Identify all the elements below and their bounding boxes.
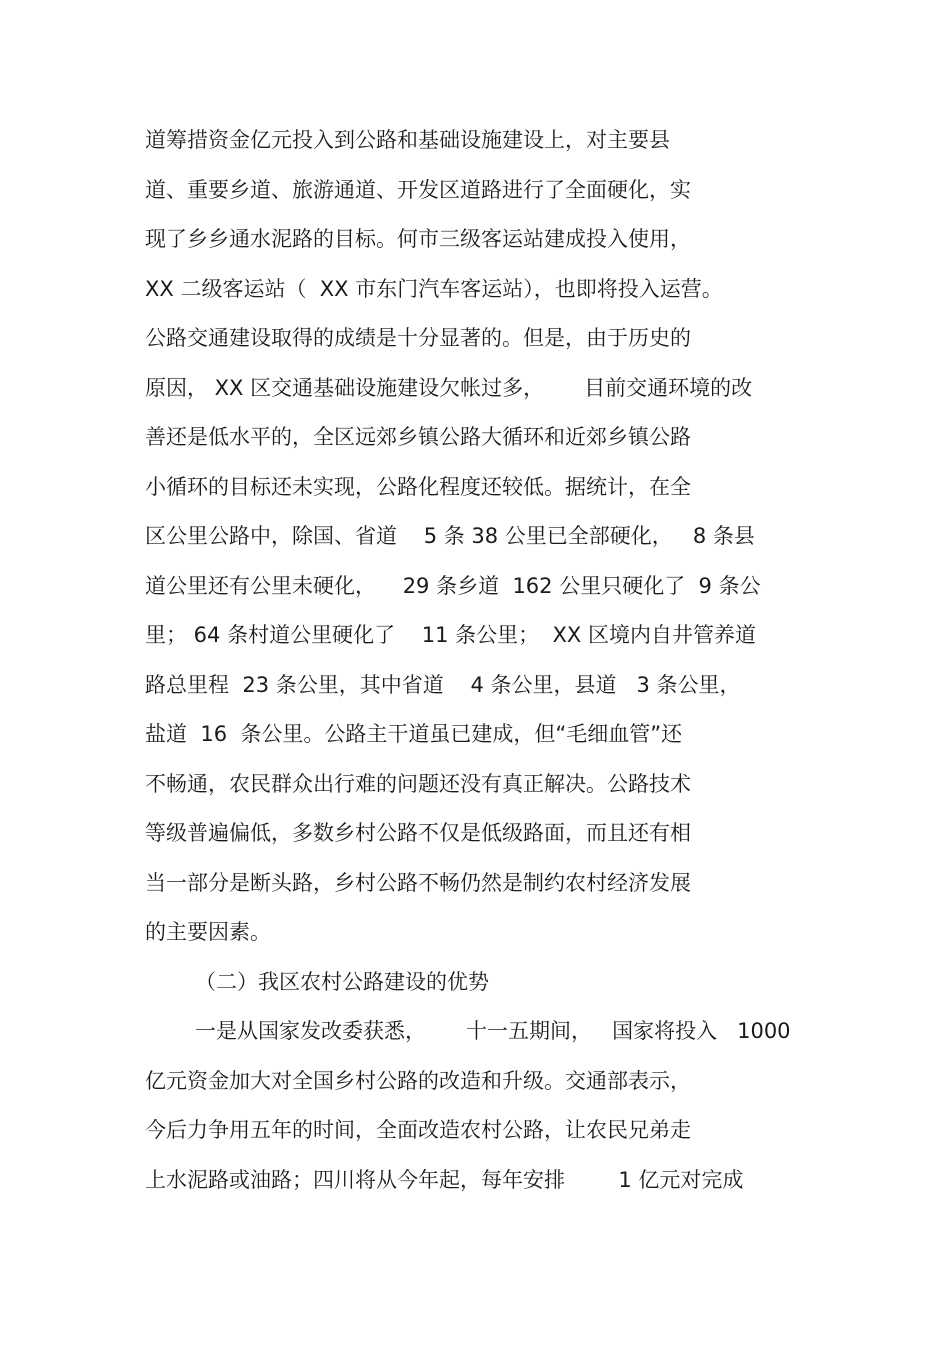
- text-line: 盐道 16 条公里。公路主干道虽已建成，但“毛细血管”还: [145, 722, 683, 746]
- text-line: 道、重要乡道、旅游通道、开发区道路进行了全面硬化，实: [145, 177, 691, 202]
- text-line: 道筹措资金亿元投入到公路和基础设施建设上，对主要县: [145, 128, 670, 152]
- text-line: 里； 64 条村道公里硬化了 11 条公里； XX 区境内自井管养道: [145, 623, 756, 647]
- text-line: 上水泥路或油路；四川将从今年起，每年安排 1 亿元对完成: [145, 1167, 744, 1192]
- text-line: 等级普遍偏低，多数乡村公路不仅是低级路面，而且还有相: [145, 821, 691, 845]
- text-line: 不畅通，农民群众出行难的问题还没有真正解决。公路技术: [145, 771, 691, 796]
- text-line: 道公里还有公里未硬化， 29 条乡道 162 公里只硬化了 9 条公: [145, 573, 761, 598]
- section-heading: （二）我区农村公路建设的优势: [195, 969, 489, 994]
- text-line: 现了乡乡通水泥路的目标。何市三级客运站建成投入使用，: [145, 227, 691, 251]
- text-line: 原因， XX 区交通基础设施建设欠帐过多， 目前交通环境的改: [145, 375, 753, 400]
- text-line: 区公里公路中，除国、省道 5 条 38 公里已全部硬化， 8 条县: [145, 524, 755, 548]
- text-line: XX 二级客运站（ XX 市东门汽车客运站），也即将投入运营。: [145, 276, 723, 301]
- text-line: 当一部分是断头路，乡村公路不畅仍然是制约农村经济发展: [145, 870, 691, 895]
- text-line: 善还是低水平的，全区远郊乡镇公路大循环和近郊乡镇公路: [145, 425, 691, 449]
- text-line: 亿元资金加大对全国乡村公路的改造和升级。交通部表示，: [145, 1068, 691, 1093]
- text-line: 公路交通建设取得的成绩是十分显著的。但是，由于历史的: [145, 326, 691, 350]
- text-line: 小循环的目标还未实现，公路化程度还较低。据统计，在全: [145, 474, 691, 499]
- text-line: 今后力争用五年的时间，全面改造农村公路，让农民兄弟走: [145, 1118, 691, 1142]
- document-body: [145, 116, 825, 1205]
- text-line: 一是从国家发改委获悉， 十一五期间， 国家将投入 1000: [195, 1019, 791, 1043]
- text-line: 的主要因素。: [145, 920, 271, 944]
- text-line: 路总里程 23 条公里，其中省道 4 条公里，县道 3 条公里，: [145, 672, 741, 697]
